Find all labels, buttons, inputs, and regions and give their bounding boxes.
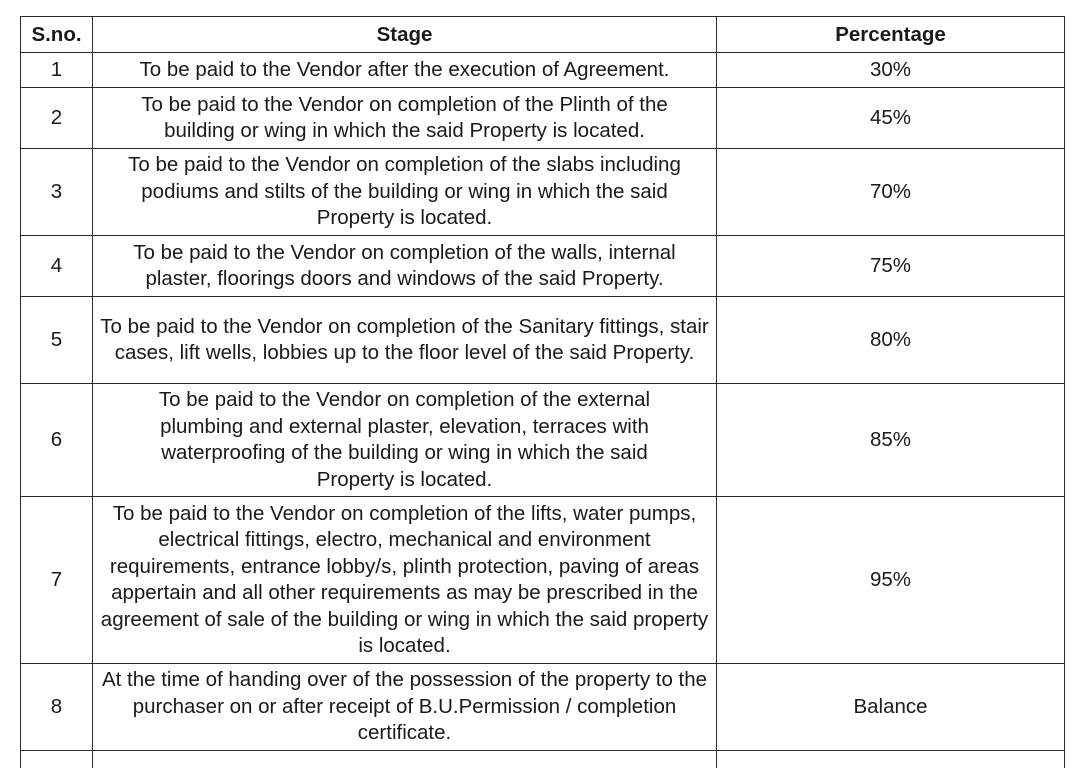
row-percentage: 75% [717, 236, 1065, 297]
row-stage: To be paid to the Vendor on completion of the walls, internal plaster, floorings doors and windows of the said Property. [93, 236, 717, 297]
row-sno: 2 [21, 88, 93, 149]
row-stage: To be paid to the Vendor on completion of the lifts, water pumps, electrical fittings, electro, mechanical and environment requirements, entrance lobby/s, plinth protection, paving of areas appertain and all other requirements as may be prescribed in the agreement of sale of the building or wing in which the said property is located. [93, 497, 717, 664]
table-header-row [21, 17, 1065, 53]
row-stage: To be paid to the Vendor on completion of the slabs including podiums and stilts of the building or wing in which the said Property is located. [93, 149, 717, 236]
table-row [21, 497, 1065, 664]
row-stage: To be paid to the Vendor on completion of the Plinth of the building or wing in which the said Property is located. [93, 88, 717, 149]
row-sno: 3 [21, 149, 93, 236]
row-stage: To be paid to the Vendor after the execution of Agreement. [93, 53, 717, 88]
row-sno: 4 [21, 236, 93, 297]
table-row [21, 88, 1065, 149]
header-stage: Stage [93, 17, 717, 53]
row-stage: To be paid to the Vendor on completion of the external plumbing and external plaster, elevation, terraces with waterproofing of the building or wing in which the said Property is located. [93, 384, 717, 497]
table-row [21, 664, 1065, 751]
row-percentage: 70% [717, 149, 1065, 236]
row-sno: 1 [21, 53, 93, 88]
table-row [21, 384, 1065, 497]
row-stage: At the time of handing over of the possession of the property to the purchaser on or after receipt of B.U.Permission / completion certificate. [93, 664, 717, 751]
header-sno: S.no. [21, 17, 93, 53]
payment-schedule-sheet [20, 16, 1064, 768]
row-percentage: 30% [717, 53, 1065, 88]
table-row-empty [21, 751, 1065, 768]
row-percentage: 95% [717, 497, 1065, 664]
table-row [21, 297, 1065, 384]
row-stage: To be paid to the Vendor on completion of the Sanitary fittings, stair cases, lift wells, lobbies up to the floor level of the said Property. [93, 297, 717, 384]
row-percentage: 80% [717, 297, 1065, 384]
row-sno: 5 [21, 297, 93, 384]
table-row [21, 53, 1065, 88]
table-row [21, 149, 1065, 236]
table-row [21, 236, 1065, 297]
row-percentage: 85% [717, 384, 1065, 497]
row-percentage: Balance [717, 664, 1065, 751]
header-percentage: Percentage [717, 17, 1065, 53]
row-sno: 8 [21, 664, 93, 751]
row-sno: 6 [21, 384, 93, 497]
row-sno: 7 [21, 497, 93, 664]
row-percentage-empty [717, 751, 1065, 768]
payment-schedule-table [20, 16, 1065, 768]
row-sno-empty [21, 751, 93, 768]
row-percentage: 45% [717, 88, 1065, 149]
row-stage-empty [93, 751, 717, 768]
